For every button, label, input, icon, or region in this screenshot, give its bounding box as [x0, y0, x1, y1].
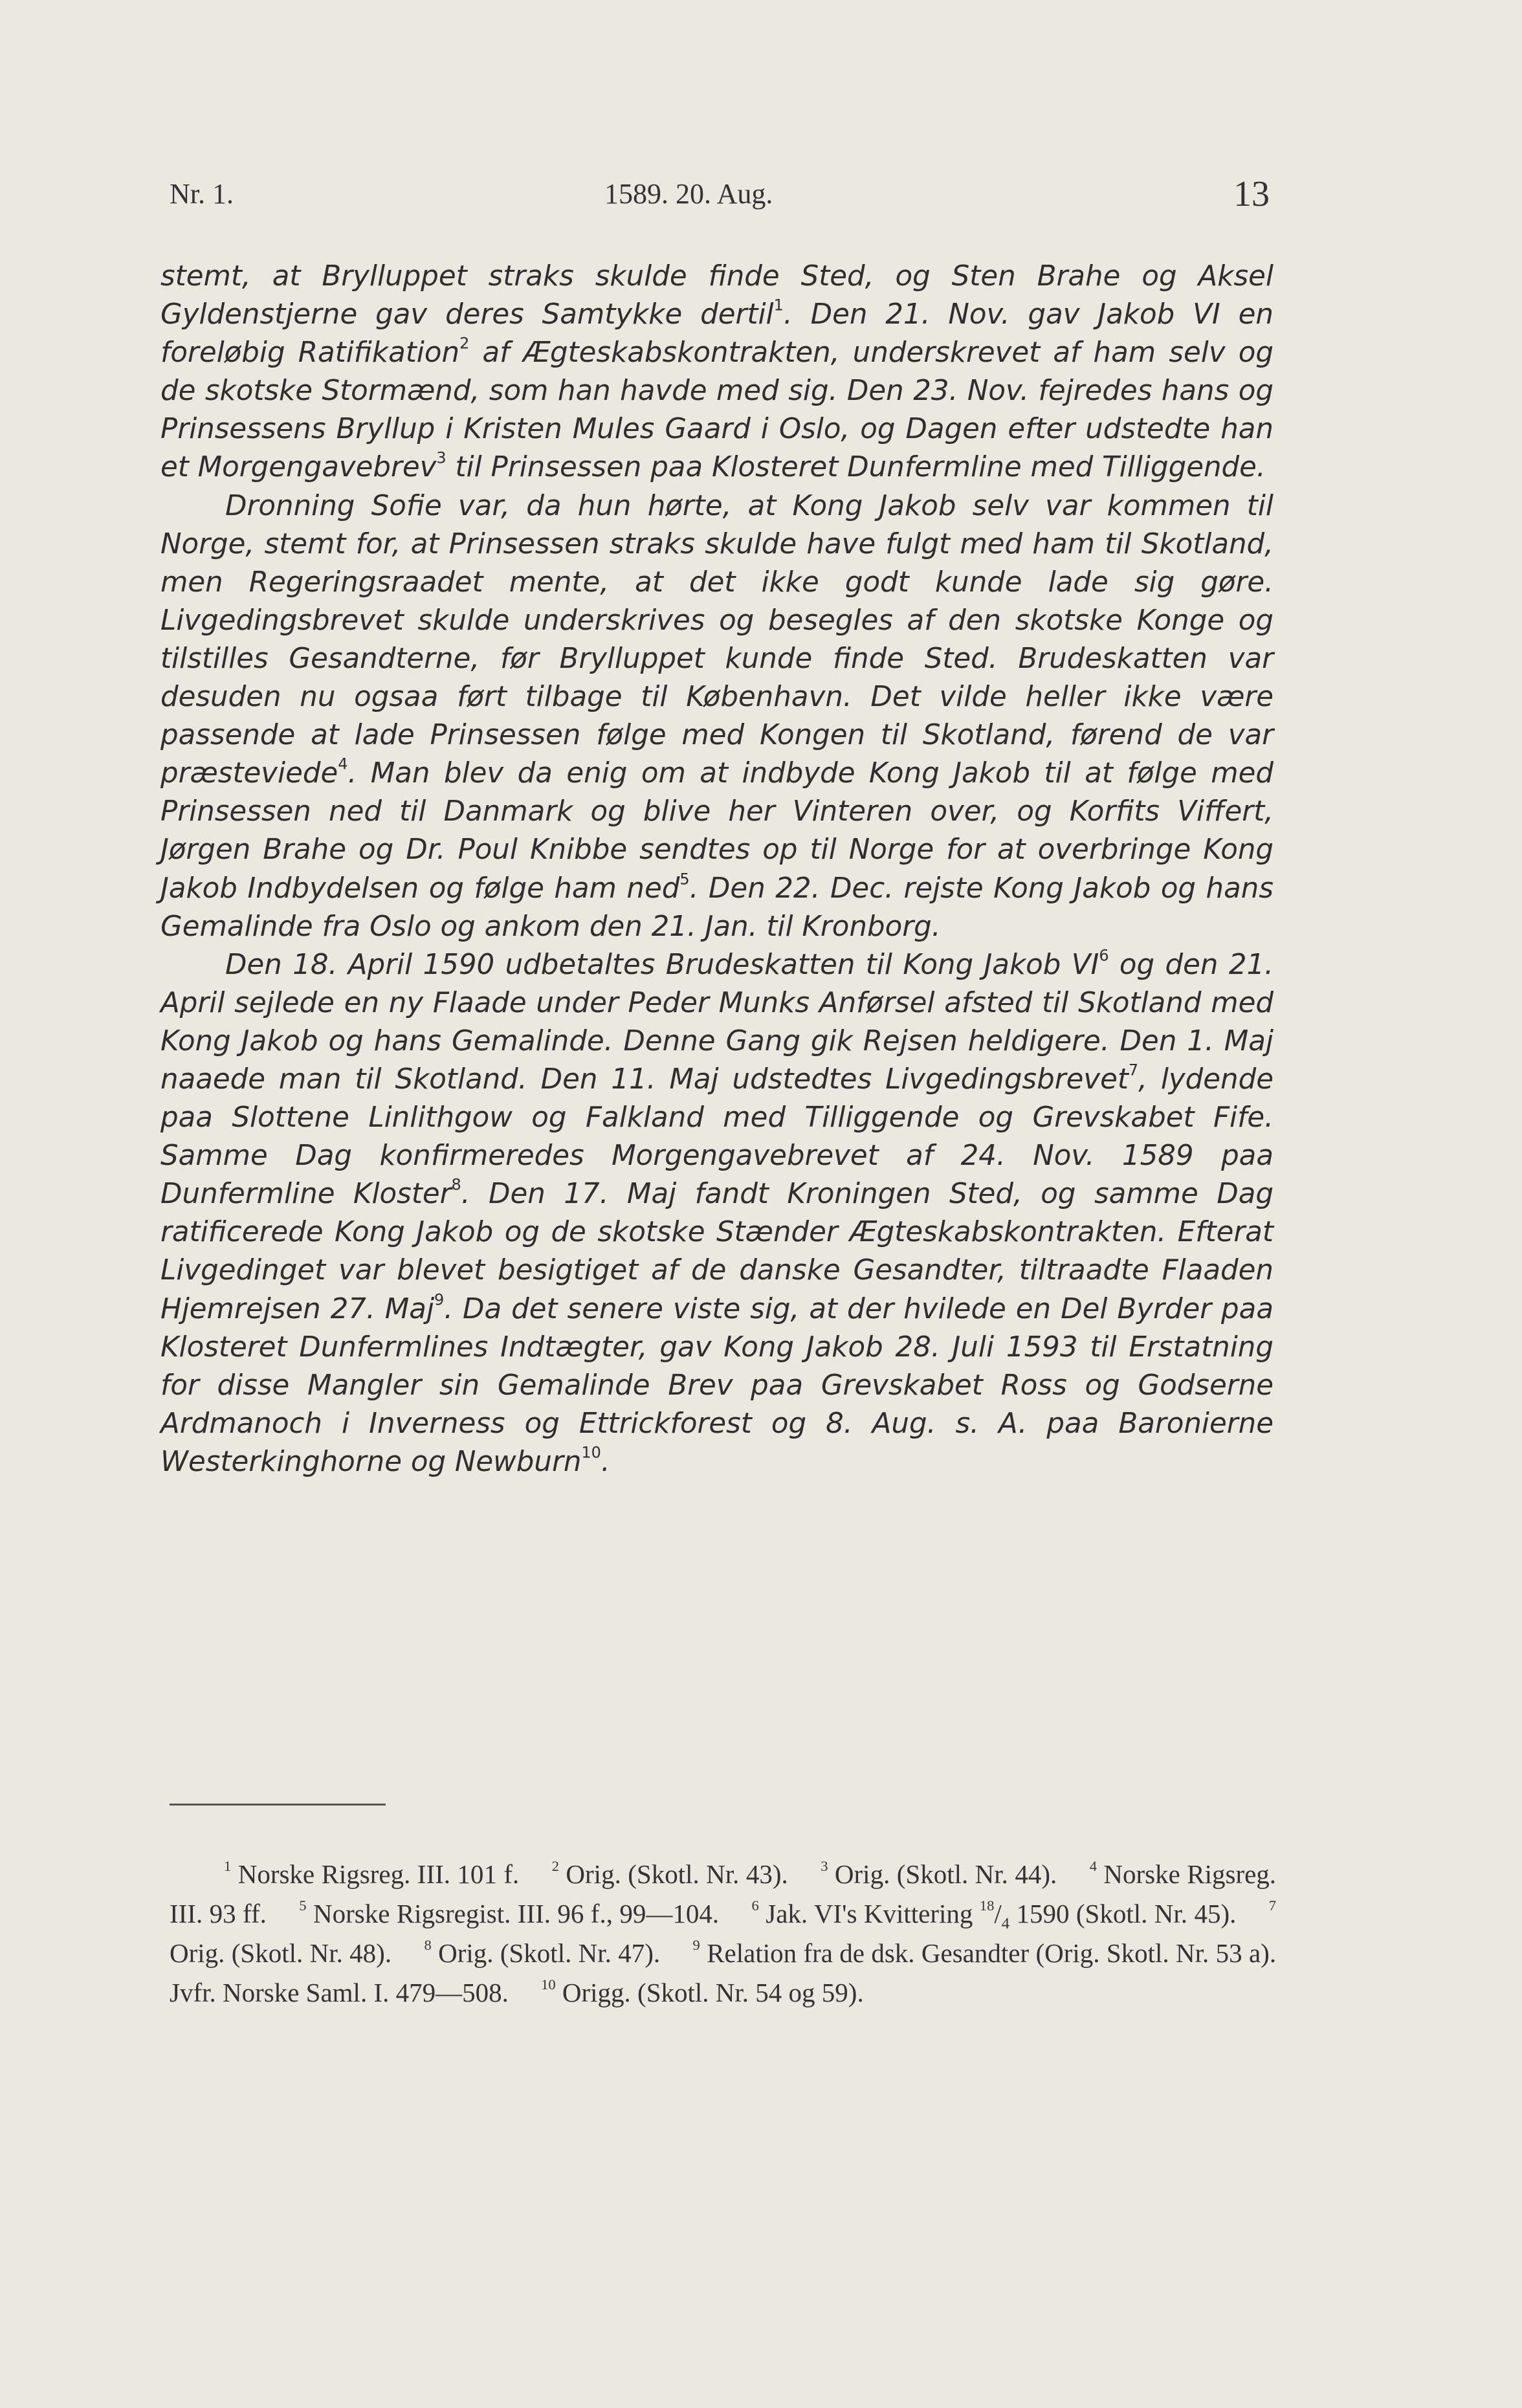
footnote-ref-10[interactable]: 10 — [581, 1443, 601, 1462]
volume-number: Nr. 1. — [170, 178, 234, 210]
footnote-ref-2[interactable]: 2 — [459, 334, 470, 353]
footnote-item: $^9$ Relation fra de dsk. Gesandter (Orig. Skotl. Nr. 53 a). Jvfr. Norske Saml. I. 479—508. — [170, 1936, 1277, 2007]
footnote-item: $^5$ Norske Rigsregist. III. 96 f., 99—104. — [299, 1897, 720, 1928]
paragraph-3: Den 18. April 1590 udbetaltes Brudeskatten til Kong Jakob $VI^6$ og den 21. April sejlede en ny Flaade under Peder Munks Anførsel afsted til Skotland med Kong Jakob og hans Gemalinde. Denne Gang gik Rejsen heldigere. Den 1. Maj naaede man til Skotland. Den 11. Maj udstedtes Livgedingsbrevet$^7$, lydende paa Slottene Linlithgow og Falkland med Tilliggende og Grevskabet Fife. Samme Dag konfirmeredes Morgengavebrevet af 24. Nov. 1589 paa Dunfermline Kloster$^8$. Den 17. Maj fandt Kroningen Sted, og samme Dag ratificerede Kong Jakob og de skotske Stænder Ægteskabskontrakten. Efterat Livgedinget var blevet besigtiget af de danske Gesandter, tiltraadte Flaaden Hjemrejsen 27. Maj$^9$. Da det senere viste sig, at der hvilede en Del Byrder paa Klosteret Dunfermlines Indtægter, gav Kong Jakob 28. Juli 1593 til Erstatning for disse Mangler sin Gemalinde Brev paa Grevskabet Ross og Godserne Ardmanoch i Inverness og Ettrickforest og 8. Aug. s. A. paa Baronierne Westerkinghorne og Newburn$^{10}$. — [160, 946, 1274, 1478]
footnote-ref-9[interactable]: 9 — [434, 1290, 445, 1309]
footnote-item: $^4$ Norske Rigsreg. III. 93 ff. — [170, 1857, 1277, 1928]
footnote-item: $^{10}$ Origg. (Skotl. Nr. 54 og 59). — [541, 1976, 864, 2007]
page-number: 13 — [1233, 174, 1270, 214]
paragraph-1: stemt, at Brylluppet straks skulde finde Sted, og Sten Brahe og Aksel Gyldenstjerne gav deres Samtykke dertil$^1$. Den 21. Nov. gav Jakob VI en foreløbig Ratifikation$^2$ af Ægteskabskontrakten, underskrevet af ham selv og de skotske Stormænd, som han havde med sig. Den 23. Nov. fejredes hans og Prinsessens Bryllup i Kristen Mules Gaard i Oslo, og Dagen efter udstedte han et Morgengavebrev$^3$ til Prinsessen paa Klosteret Dunfermline med Tilliggende. — [160, 260, 1274, 484]
footnote-item: $^7$ Orig. (Skotl. Nr. 48). — [170, 1897, 1277, 1968]
footnote-item: $^8$ Orig. (Skotl. Nr. 47). — [424, 1936, 661, 1968]
entry-date: 1589. 20. Aug. — [604, 178, 773, 210]
footnote-item: $^1$ Norske Rigsreg. III. 101 f. — [224, 1857, 520, 1889]
footnote-ref-3[interactable]: 3 — [436, 449, 447, 468]
footnote-divider — [170, 1804, 386, 1806]
footnotes — [170, 1855, 1276, 2013]
footnote-item: $^2$ Orig. (Skotl. Nr. 43). — [551, 1857, 788, 1889]
footnote-item: $^6$ Jak. VI's Kvittering $^{18}/_4$ 1590 (Skotl. Nr. 45). — [751, 1897, 1237, 1933]
footnote-ref-8[interactable]: 8 — [451, 1175, 461, 1194]
footnote-ref-6[interactable]: 6 — [1099, 946, 1109, 965]
footnote-ref-1[interactable]: 1 — [773, 296, 784, 315]
paragraph-2: Dronning Sofie var, da hun hørte, at Kong Jakob selv var kommen til Norge, stemt for, at Prinsessen straks skulde have fulgt med ham til Skotland, men Regeringsraadet mente, at det ikke godt kunde lade sig gøre. Livgedingsbrevet skulde underskrives og besegles af den skotske Konge og tilstilles Gesandterne, før Brylluppet kunde finde Sted. Brudeskatten var desuden nu ogsaa ført tilbage til København. Det vilde heller ikke være passende at lade Prinsessen følge med Kongen til Skotland, førend de var præsteviede$^4$. Man blev da enig om at indbyde Kong Jakob til at følge med Prinsessen ned til Danmark og blive her Vinteren over, og Korfits Viffert, Jørgen Brahe og Dr. Poul Knibbe sendtes op til Norge for at overbringe Kong Jakob Indbydelsen og følge ham ned$^5$. Den 22. Dec. rejste Kong Jakob og hans Gemalinde fra Oslo og ankom den 21. Jan. til Kronborg. — [160, 489, 1274, 943]
footnote-ref-4[interactable]: 4 — [338, 755, 348, 773]
footnote-ref-7[interactable]: 7 — [1128, 1061, 1139, 1079]
footnote-ref-5[interactable]: 5 — [679, 870, 690, 889]
main-text — [160, 258, 1274, 1481]
footnote-item: $^3$ Orig. (Skotl. Nr. 44). — [821, 1857, 1057, 1889]
date-fraction: $^{18}/_4$ — [979, 1897, 1010, 1933]
footnote-block — [170, 1855, 1276, 2013]
running-head — [170, 173, 1270, 219]
